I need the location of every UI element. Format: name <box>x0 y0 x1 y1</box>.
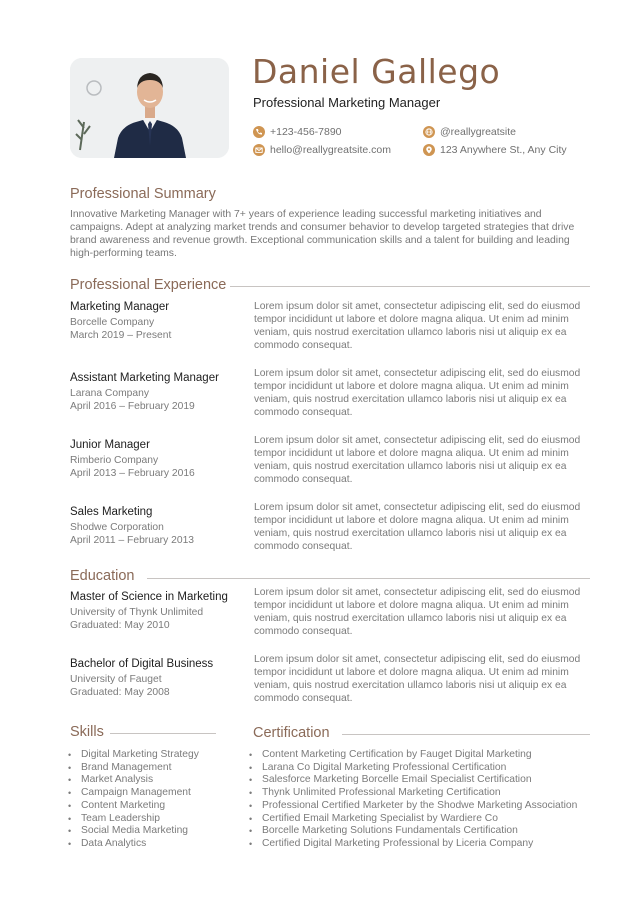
job-description: Lorem ipsum dolor sit amet, consectetur adipiscing elit, sed do eiusmod tempor incididunt ut labore et dolore magna aliqua. Ut enim ad minim veniam, quis nostrud exercitation ullamco laboris nisi ut aliquip ex ea commodo consequat. <box>254 368 581 418</box>
job-dates: March 2019 – Present <box>70 330 172 341</box>
skill-item: • Team Leadership <box>68 813 199 826</box>
experience-entry <box>70 301 171 342</box>
job-description: Lorem ipsum dolor sit amet, consectetur adipiscing elit, sed do eiusmod tempor incididunt ut labore et dolore magna aliqua. Ut enim ad minim veniam, quis nostrud exercitation ullamco laboris nisi ut aliquip ex ea commodo consequat. <box>254 502 581 552</box>
job-company: Borcelle Company <box>70 317 155 328</box>
contact-email[interactable] <box>253 144 391 156</box>
certification-list <box>249 749 577 851</box>
job-title: Assistant Marketing Manager <box>70 372 219 384</box>
certification-item: • Salesforce Marketing Borcelle Email Specialist Certification <box>249 774 577 787</box>
degree-title: Master of Science in Marketing <box>70 591 228 603</box>
skill-item: • Content Marketing <box>68 800 199 813</box>
contact-website[interactable] <box>423 126 516 138</box>
education-heading: Education <box>70 568 135 584</box>
degree-title: Bachelor of Digital Business <box>70 658 214 670</box>
certification-heading: Certification <box>253 725 330 741</box>
phone-text: +123-456-7890 <box>270 126 342 138</box>
experience-entry <box>70 506 194 547</box>
skill-item: • Social Media Marketing <box>68 825 199 838</box>
school-name: University of Thynk Unlimited <box>70 607 204 618</box>
certification-item: • Thynk Unlimited Professional Marketing Certification <box>249 787 577 800</box>
job-description: Lorem ipsum dolor sit amet, consectetur adipiscing elit, sed do eiusmod tempor incididunt ut labore et dolore magna aliqua. Ut enim ad minim veniam, quis nostrud exercitation ullamco laboris nisi ut aliquip ex ea commodo consequat. <box>254 301 581 351</box>
job-dates: April 2011 – February 2013 <box>70 535 195 546</box>
candidate-title: Professional Marketing Manager <box>253 95 441 110</box>
job-dates: April 2016 – February 2019 <box>70 401 195 412</box>
email-icon <box>253 144 265 156</box>
location-pin-icon <box>423 144 435 156</box>
contact-address <box>423 144 567 156</box>
skills-list <box>68 749 199 851</box>
experience-entry <box>70 372 219 413</box>
job-company: Rimberio Company <box>70 455 159 466</box>
candidate-name: Daniel Gallego <box>252 52 501 91</box>
experience-heading: Professional Experience <box>70 277 227 293</box>
globe-icon <box>423 126 435 138</box>
website-text: @reallygreatsite <box>440 126 517 138</box>
graduation-date: Graduated: May 2008 <box>70 687 170 698</box>
job-dates: April 2013 – February 2016 <box>70 468 195 479</box>
skill-item: • Brand Management <box>68 762 199 775</box>
job-title: Marketing Manager <box>70 301 170 313</box>
job-title: Junior Manager <box>70 439 150 451</box>
job-company: Shodwe Corporation <box>70 522 164 533</box>
profile-photo <box>70 58 229 158</box>
email-text: hello@reallygreatsite.com <box>270 144 391 156</box>
contact-phone[interactable] <box>253 126 342 138</box>
skill-item: • Digital Marketing Strategy <box>68 749 199 762</box>
summary-text: Innovative Marketing Manager with 7+ years of experience leading successful marketing initiatives and campaigns. Adept at analyzing market trends and consumer behavior to develop targeted strategies that drive brand awareness and revenue growth. Exceptional communication skills and a talent for building and leading high-performing teams. <box>70 209 575 259</box>
skill-item: • Market Analysis <box>68 774 199 787</box>
summary-heading: Professional Summary <box>70 186 216 202</box>
job-company: Larana Company <box>70 388 149 399</box>
education-entry <box>70 658 213 699</box>
certification-item: • Professional Certified Marketer by the Shodwe Marketing Association <box>249 800 577 813</box>
education-description: Lorem ipsum dolor sit amet, consectetur adipiscing elit, sed do eiusmod tempor incididunt ut labore et dolore magna aliqua. Ut enim ad minim veniam, quis nostrud exercitation ullamco laboris nisi ut aliquip ex ea commodo consequat. <box>254 654 581 704</box>
certification-divider <box>342 734 590 735</box>
skill-item: • Campaign Management <box>68 787 199 800</box>
experience-divider <box>230 286 590 287</box>
education-description: Lorem ipsum dolor sit amet, consectetur adipiscing elit, sed do eiusmod tempor incididunt ut labore et dolore magna aliqua. Ut enim ad minim veniam, quis nostrud exercitation ullamco laboris nisi ut aliquip ex ea commodo consequat. <box>254 587 581 637</box>
education-divider <box>147 578 590 579</box>
experience-entry <box>70 439 195 480</box>
phone-icon <box>253 126 265 138</box>
graduation-date: Graduated: May 2010 <box>70 620 170 631</box>
certification-item: • Borcelle Marketing Solutions Fundamentals Certification <box>249 825 577 838</box>
job-title: Sales Marketing <box>70 506 153 518</box>
skills-heading: Skills <box>70 724 104 740</box>
skills-divider <box>110 733 216 734</box>
certification-item: • Certified Digital Marketing Professional by Liceria Company <box>249 838 577 851</box>
job-description: Lorem ipsum dolor sit amet, consectetur adipiscing elit, sed do eiusmod tempor incididunt ut labore et dolore magna aliqua. Ut enim ad minim veniam, quis nostrud exercitation ullamco laboris nisi ut aliquip ex ea commodo consequat. <box>254 435 581 485</box>
address-text: 123 Anywhere St., Any City <box>440 144 567 156</box>
skill-item: • Data Analytics <box>68 838 199 851</box>
education-entry <box>70 591 228 632</box>
portrait-image <box>70 58 229 158</box>
school-name: University of Fauget <box>70 674 162 685</box>
certification-item: • Larana Co Digital Marketing Professional Certification <box>249 762 577 775</box>
certification-item: • Content Marketing Certification by Fauget Digital Marketing <box>249 749 577 762</box>
certification-item: • Certified Email Marketing Specialist by Wardiere Co <box>249 813 577 826</box>
